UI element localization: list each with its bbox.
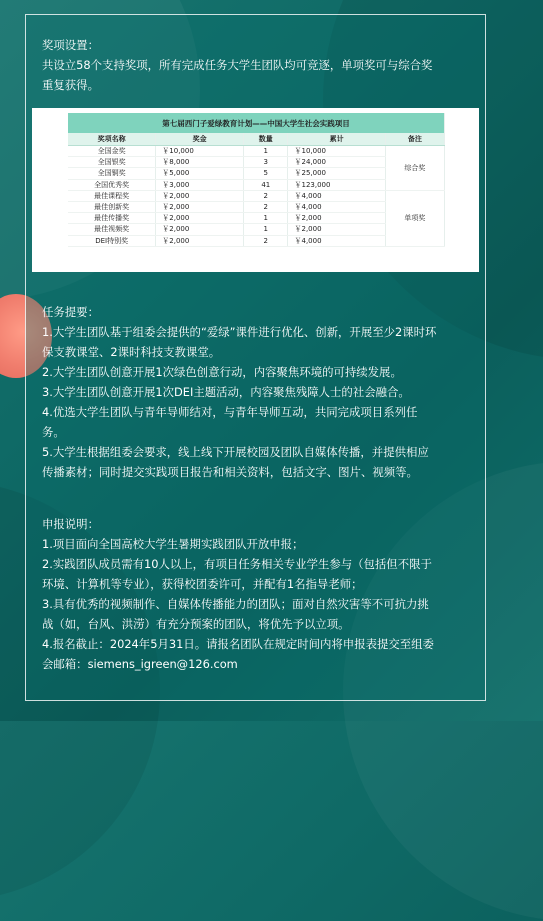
award-count: 1 [244, 146, 288, 157]
table-header: 奖金 [156, 133, 244, 146]
content-panel [25, 14, 486, 701]
award-total: ￥4,000 [288, 190, 385, 201]
table-row [68, 146, 445, 157]
award-count: 1 [244, 213, 288, 224]
award-prize: ￥5,000 [156, 168, 244, 179]
awards-table-frame [32, 108, 479, 272]
tasks-line: 3.大学生团队创意开展1次DEI主题活动，内容聚焦残障人士的社会融合。 [42, 385, 410, 399]
award-total: ￥2,000 [288, 213, 385, 224]
tasks-line: 传播素材；同时提交实践项目报告和相关资料，包括文字、图片、视频等。 [42, 465, 418, 479]
award-total: ￥24,000 [288, 157, 385, 168]
award-prize: ￥2,000 [156, 235, 244, 246]
application-line: 4.报名截止：2024年5月31日。请报名团队在规定时间内将申报表提交至组委 [42, 637, 434, 651]
award-name: 最佳课程奖 [68, 190, 156, 201]
application-line: 环境、计算机等专业），获得校团委许可，并配有1名指导老师； [42, 577, 363, 591]
tasks-line: 1.大学生团队基于组委会提供的“爱绿”课件进行优化、创新，开展至少2课时环 [42, 325, 437, 339]
table-row [68, 190, 445, 201]
award-count: 1 [244, 224, 288, 235]
tasks-line: 2.大学生团队创意开展1次绿色创意行动，内容聚焦环境的可持续发展。 [42, 365, 402, 379]
tasks-heading: 任务提要： [42, 305, 99, 319]
table-header: 累计 [288, 133, 385, 146]
application-line: 战（如，台风、洪涝）有充分预案的团队，将优先予以立项。 [42, 617, 350, 631]
award-prize: ￥3,000 [156, 179, 244, 190]
awards-section [42, 35, 471, 95]
awards-line: 共设立58个支持奖项，所有完成任务大学生团队均可竞逐，单项奖可与综合奖 [42, 58, 433, 72]
application-line: 2.实践团队成员需有10人以上，有项目任务相关专业学生参与（包括但不限于 [42, 557, 432, 571]
award-count: 5 [244, 168, 288, 179]
application-line: 3.具有优秀的视频制作、自媒体传播能力的团队；面对自然灾害等不可抗力挑 [42, 597, 429, 611]
award-count: 2 [244, 190, 288, 201]
award-name: 最佳视频奖 [68, 224, 156, 235]
awards-heading: 奖项设置： [42, 38, 99, 52]
awards-table [68, 113, 445, 247]
award-prize: ￥2,000 [156, 190, 244, 201]
tasks-line: 5.大学生根据组委会要求，线上线下开展校园及团队自媒体传播，并提供相应 [42, 445, 429, 459]
table-header: 奖项名称 [68, 133, 156, 146]
application-line: 会邮箱：siemens_igreen@126.com [42, 657, 238, 671]
award-total: ￥123,000 [288, 179, 385, 190]
award-prize: ￥2,000 [156, 201, 244, 212]
award-total: ￥4,000 [288, 235, 385, 246]
tasks-line: 务。 [42, 425, 65, 439]
table-title: 第七届西门子爱绿教育计划——中国大学生社会实践项目 [68, 113, 445, 133]
table-header: 备注 [385, 133, 444, 146]
award-total: ￥2,000 [288, 224, 385, 235]
award-note: 综合奖 [385, 146, 444, 191]
award-prize: ￥10,000 [156, 146, 244, 157]
award-count: 2 [244, 201, 288, 212]
award-name: 全国优秀奖 [68, 179, 156, 190]
award-name: 全国银奖 [68, 157, 156, 168]
award-prize: ￥2,000 [156, 213, 244, 224]
award-name: DEI特别奖 [68, 235, 156, 246]
application-heading: 申报说明： [42, 517, 99, 531]
application-section [42, 514, 471, 674]
award-total: ￥4,000 [288, 201, 385, 212]
tasks-section [42, 302, 471, 482]
award-total: ￥25,000 [288, 168, 385, 179]
tasks-line: 4.优选大学生团队与青年导师结对，与青年导师互动，共同完成项目系列任 [42, 405, 418, 419]
awards-line: 重复获得。 [42, 78, 99, 92]
award-count: 41 [244, 179, 288, 190]
award-note: 单项奖 [385, 190, 444, 246]
award-count: 3 [244, 157, 288, 168]
award-prize: ￥2,000 [156, 224, 244, 235]
award-name: 全国铜奖 [68, 168, 156, 179]
award-name: 最佳创新奖 [68, 201, 156, 212]
table-header: 数量 [244, 133, 288, 146]
award-total: ￥10,000 [288, 146, 385, 157]
award-name: 最佳传播奖 [68, 213, 156, 224]
application-line: 1.项目面向全国高校大学生暑期实践团队开放申报； [42, 537, 304, 551]
award-count: 2 [244, 235, 288, 246]
tasks-line: 保支教课堂、2课时科技支教课堂。 [42, 345, 221, 359]
award-name: 全国金奖 [68, 146, 156, 157]
award-prize: ￥8,000 [156, 157, 244, 168]
table-header-row [68, 133, 445, 146]
